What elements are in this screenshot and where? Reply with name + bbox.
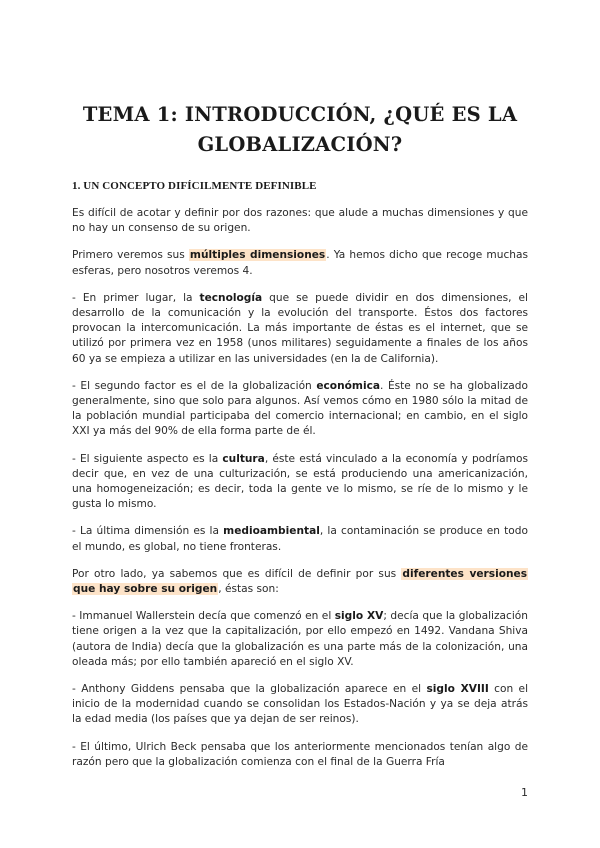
text-run: Primero veremos sus <box>72 249 189 262</box>
bold-term: económica <box>316 379 381 392</box>
page-title: TEMA 1: INTRODUCCIÓN, ¿QUÉ ES LA GLOBALIZACIÓN? <box>82 103 518 156</box>
paragraph-culture <box>72 452 528 513</box>
section-heading: 1. UN CONCEPTO DIFÍCILMENTE DEFINIBLE <box>72 180 317 192</box>
bold-term: tecnología <box>199 291 263 304</box>
text-run: , la contaminación se produce en todo el mundo, es global, no tiene fronteras. <box>72 525 528 553</box>
text-run: que se puede dividir en dos dimensiones, el desarrollo de la comunicación y la evolución del transporte. Éstos dos factores provocan la intercomunicación. La más importante de éstas es el internet, que se utilizó por primera vez en 1958 (unos militares) seguidamente a finales de los años 60 ya se empieza a utilizar en las universidades (en la de California). <box>72 291 528 365</box>
text-run: , éste está vinculado a la economía y podríamos decir que, en vez de una culturización, se está produciendo una americanización, una homogeneización; es decir, toda la gente ve lo mismo, se ríe de lo mismo y le gusta lo mismo. <box>72 452 528 511</box>
bold-term: siglo XV <box>334 610 384 623</box>
paragraph-beck: - El último, Ulrich Beck pensaba que los anteriormente mencionados tenían algo de razón pero que la globalización comienza con el final de la Guerra Fría <box>72 740 528 768</box>
paragraph-intro: Es difícil de acotar y definir por dos razones: que alude a muchas dimensiones y que no hay un consenso de su origen. <box>72 207 528 235</box>
text-run: - En primer lugar, la <box>72 291 200 304</box>
paragraph-dimensions <box>72 248 528 278</box>
paragraph-wallerstein <box>72 609 528 670</box>
text-run: con el inicio de la modernidad cuando se consolidan los Estados-Nación y ya se deja atrás la edad media (los países que ya dejan de ser reinos). <box>72 683 529 726</box>
text-run: que hay sobre su origen <box>73 583 218 596</box>
highlighted-term: diferentes versiones <box>402 567 528 580</box>
document-body <box>72 206 528 770</box>
page-number: 1 <box>521 786 528 799</box>
text-run: - Immanuel Wallerstein decía que comenzó en el <box>72 610 335 623</box>
bold-term: medioambiental <box>223 525 320 538</box>
paragraph-giddens <box>72 682 528 728</box>
text-run: . Ya hemos dicho que recoge muchas esferas, pero nosotros veremos 4. <box>72 249 529 277</box>
highlighted-term: múltiples dimensiones <box>189 249 326 262</box>
text-run: . Éste no se ha globalizado generalmente, sino que solo para algunos. Así vemos cómo en 1980 sólo la mitad de la población mundial participaba del comercio internacional; en cambio, en el siglo XXI ya más del 90% de ella forma parte de él. <box>72 379 528 438</box>
text-run: - La última dimensión es la <box>72 525 224 538</box>
text-run: ; decía que la globalización tiene origen a la vez que la capitalización, por ello empezó en 1492. Vandana Shiva (autora de India) decía que la globalización es una parte más de la colonización, una oleada más; por ello también apareció en el siglo XV. <box>72 610 529 668</box>
text-run: , éstas son: <box>218 583 279 596</box>
paragraph-environment <box>72 524 528 554</box>
paragraph-economy <box>72 379 528 440</box>
text-run: - Anthony Giddens pensaba que la globalización aparece en el <box>72 683 427 696</box>
paragraph-origins <box>72 567 528 597</box>
paragraph-technology <box>72 291 528 367</box>
text-run: - El siguiente aspecto es la <box>72 452 223 465</box>
bold-term: siglo XVIII <box>426 683 489 696</box>
highlighted-term <box>72 583 218 595</box>
bold-term: cultura <box>222 452 265 465</box>
text-run: - El segundo factor es el de la globalización <box>72 379 317 392</box>
text-run: Por otro lado, ya sabemos que es difícil de definir por sus <box>72 567 402 580</box>
